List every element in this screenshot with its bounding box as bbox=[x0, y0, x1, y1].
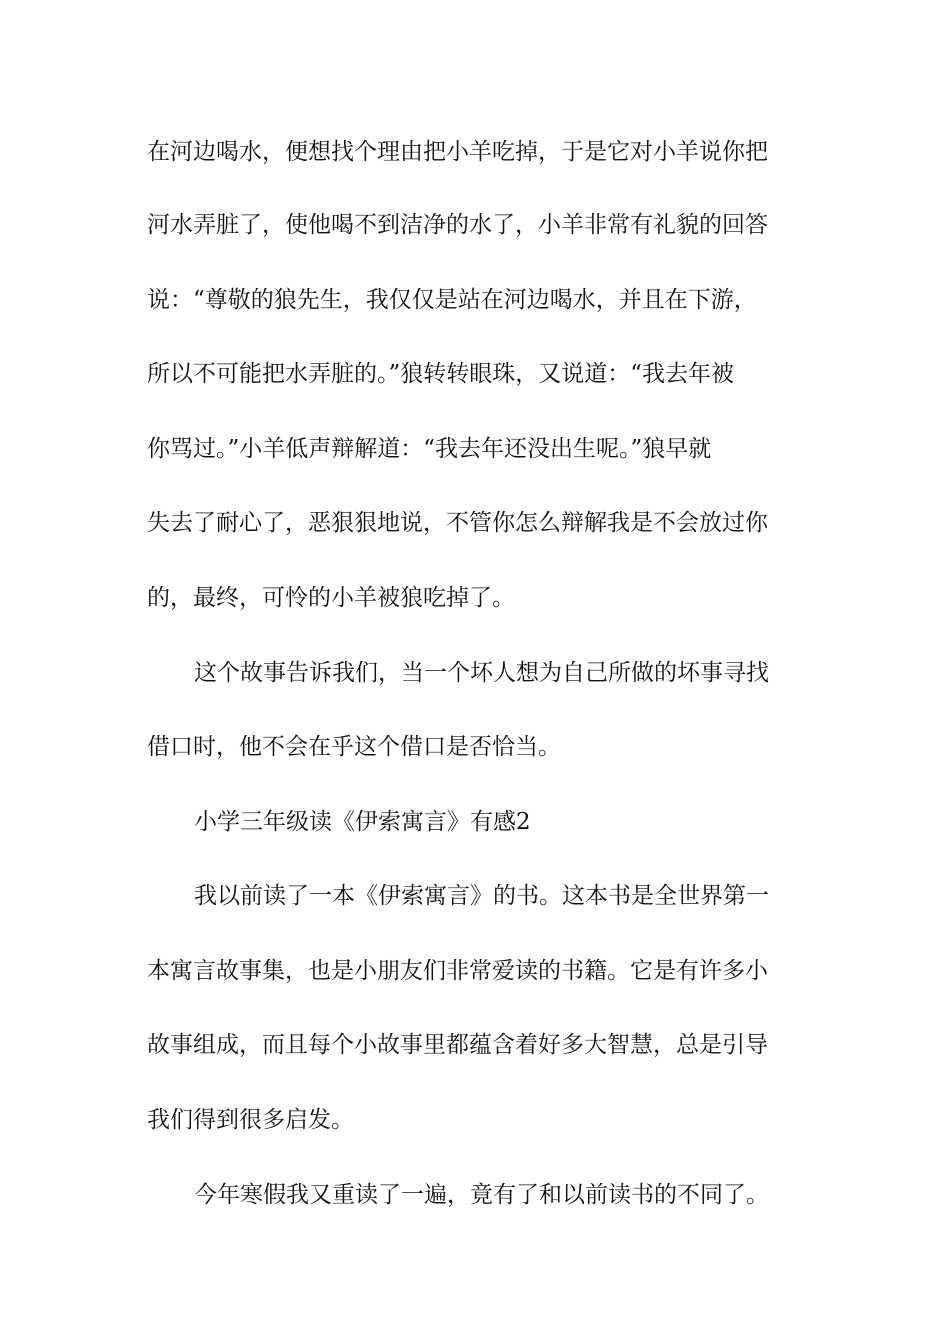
text-line-9: 借口时，他不会在乎这个借口是否恰当。 bbox=[147, 734, 561, 760]
text-line-15: 今年寒假我又重读了一遍，竟有了和以前读书的不同了。 bbox=[194, 1182, 769, 1208]
text-line-13: 故事组成，而且每个小故事里都蕴含着好多大智慧，总是引导 bbox=[147, 1032, 768, 1058]
text-line-11: 我以前读了一本《伊索寓言》的书。这本书是全世界第一 bbox=[194, 883, 769, 909]
text-line-14: 我们得到很多启发。 bbox=[147, 1107, 354, 1133]
section-heading: 小学三年级读《伊索寓言》有感2 bbox=[194, 809, 531, 835]
text-line-1: 在河边喝水，便想找个理由把小羊吃掉，于是它对小羊说你把 bbox=[147, 139, 768, 165]
text-line-2: 河水弄脏了，使他喝不到洁净的水了，小羊非常有礼貌的回答 bbox=[147, 212, 768, 238]
text-line-7: 的，最终，可怜的小羊被狼吃掉了。 bbox=[147, 585, 515, 611]
text-line-8: 这个故事告诉我们，当一个坏人想为自己所做的坏事寻找 bbox=[194, 660, 769, 686]
text-line-6: 失去了耐心了，恶狠狠地说，不管你怎么辩解我是不会放过你 bbox=[147, 510, 768, 536]
text-line-12: 本寓言故事集，也是小朋友们非常爱读的书籍。它是有许多小 bbox=[147, 958, 768, 984]
text-line-3: 说：“尊敬的狼先生，我仅仅是站在河边喝水，并且在下游， bbox=[147, 287, 757, 313]
text-line-4: 所以不可能把水弄脏的。”狼转转眼珠，又说道：“我去年被 bbox=[147, 361, 735, 387]
text-line-5: 你骂过。”小羊低声辩解道：“我去年还没出生呢。”狼早就 bbox=[147, 436, 712, 462]
